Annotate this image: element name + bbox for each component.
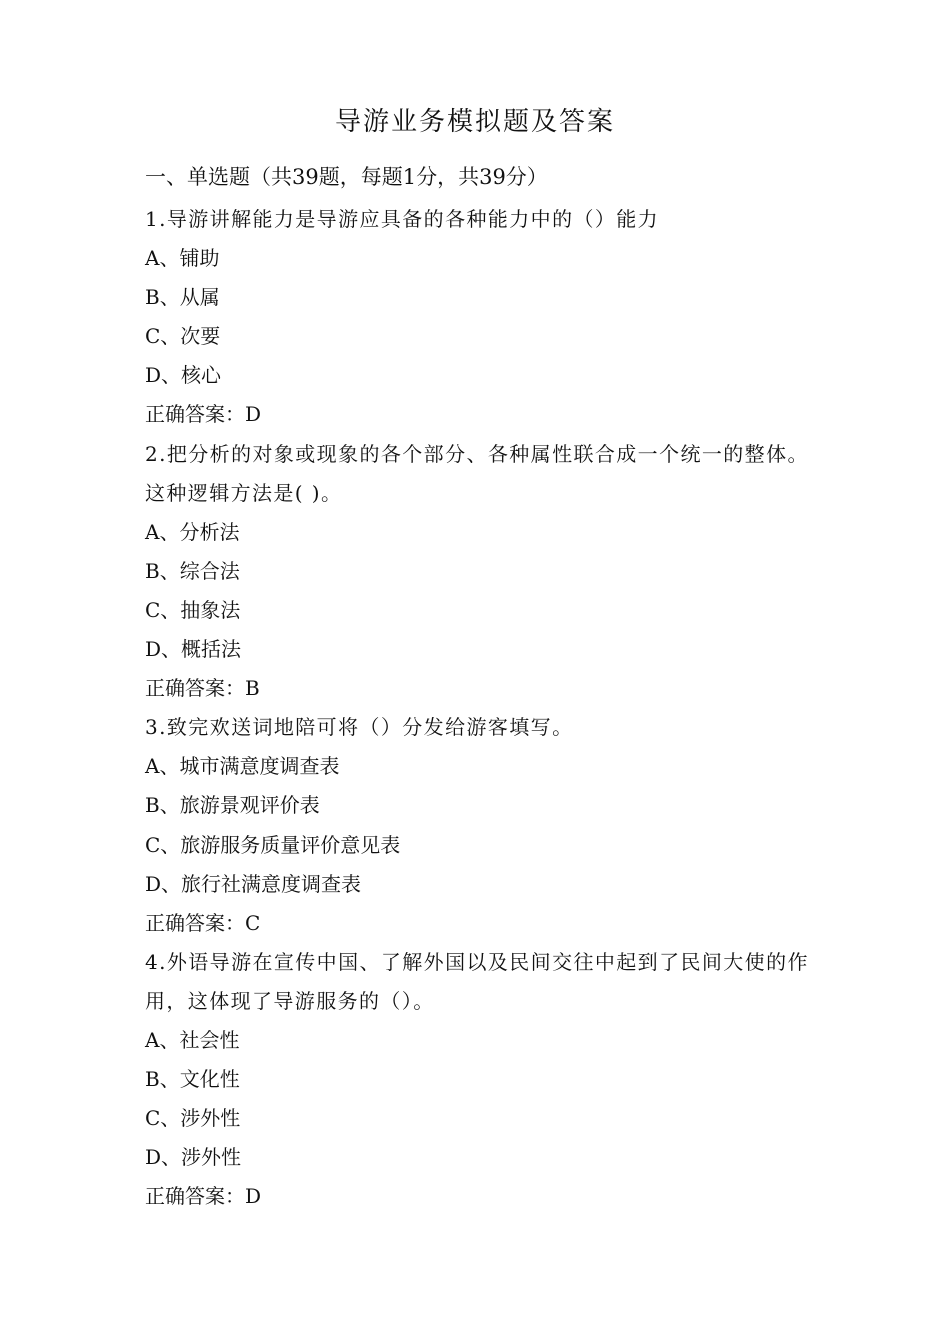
question-2 (145, 435, 815, 709)
option-b: B、综合法 (145, 558, 240, 583)
option-b: B、从属 (145, 285, 220, 310)
correct-answer: 正确答案：C (145, 910, 261, 935)
section-heading: 一、单选题（共39题，每题1分，共39分） (145, 165, 548, 189)
correct-answer: 正确答案：B (145, 676, 260, 701)
question-text: 2.把分析的对象或现象的各个部分、各种属性联合成一个统一的整体。这种逻辑方法是( )。 (145, 441, 809, 505)
question-text: 4.外语导游在宣传中国、了解外国以及民间交往中起到了民间大使的作用，这体现了导游服务的（）。 (145, 949, 809, 1013)
option-d: D、涉外性 (145, 1145, 242, 1170)
option-d: D、核心 (145, 363, 222, 388)
option-d: D、概括法 (145, 637, 242, 662)
correct-answer: 正确答案：D (145, 1184, 262, 1209)
option-b: B、文化性 (145, 1067, 240, 1092)
question-3 (145, 708, 815, 943)
document-title: 导游业务模拟题及答案 (334, 107, 615, 137)
question-text: 3.致完欢送词地陪可将（）分发给游客填写。 (145, 715, 574, 740)
question-list (145, 200, 815, 1216)
option-c: C、旅游服务质量评价意见表 (145, 832, 401, 857)
option-c: C、涉外性 (145, 1106, 241, 1131)
option-d: D、旅行社满意度调查表 (145, 871, 362, 896)
question-1 (145, 200, 815, 435)
option-a: A、社会性 (145, 1027, 240, 1052)
option-a: A、城市满意度调查表 (145, 754, 340, 779)
question-4 (145, 943, 815, 1217)
correct-answer: 正确答案：D (145, 402, 262, 427)
question-text: 1.导游讲解能力是导游应具备的各种能力中的（）能力 (145, 207, 660, 231)
option-c: C、次要 (145, 324, 221, 349)
option-b: B、旅游景观评价表 (145, 793, 320, 818)
option-a: A、铺助 (145, 246, 220, 271)
option-a: A、分析法 (145, 519, 240, 544)
option-c: C、抽象法 (145, 597, 241, 622)
